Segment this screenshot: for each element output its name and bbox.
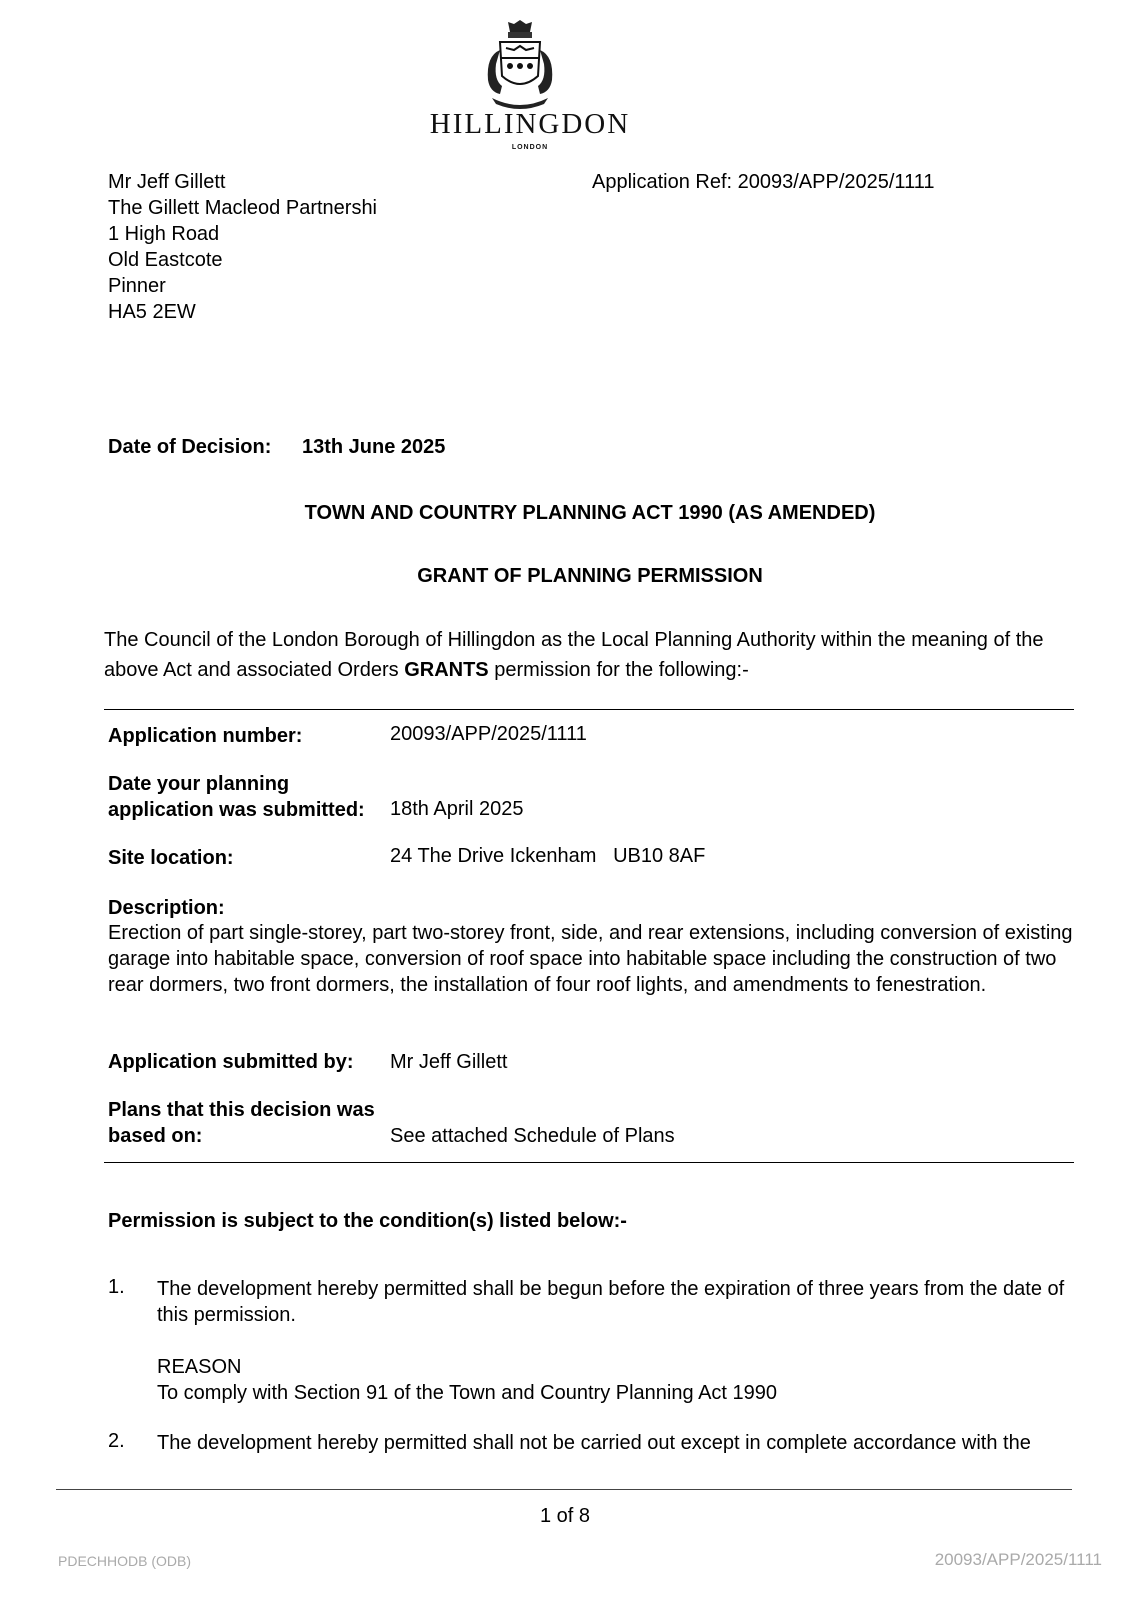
address-line: Old Eastcote xyxy=(108,249,223,271)
site-location-value: 24 The Drive Ickenham UB10 8AF xyxy=(390,845,706,867)
condition-number: 1. xyxy=(108,1276,125,1298)
plans-label xyxy=(108,1097,378,1149)
footer-divider xyxy=(56,1489,1072,1490)
intro-paragraph xyxy=(104,625,1064,685)
footer-system-code: PDECHHODB (ODB) xyxy=(58,1553,192,1569)
condition-reason-label: REASON xyxy=(157,1356,242,1378)
divider xyxy=(104,1162,1074,1163)
date-submitted-label xyxy=(108,771,378,823)
address-line: Mr Jeff Gillett xyxy=(108,171,226,193)
divider xyxy=(104,709,1074,710)
act-title: TOWN AND COUNTRY PLANNING ACT 1990 (AS AMENDED) xyxy=(304,502,876,524)
date-submitted-value: 18th April 2025 xyxy=(390,798,524,820)
plans-value: See attached Schedule of Plans xyxy=(390,1125,675,1147)
decision-date-value: 13th June 2025 xyxy=(302,436,446,458)
address-line: Pinner xyxy=(108,275,166,297)
intro-text: The Council of the London Borough of Hillingdon as the Local Planning Authority within the meaning of the above Act and associated Orders xyxy=(104,629,1044,681)
coat-of-arms-icon xyxy=(470,20,570,112)
footer-reference: 20093/APP/2025/1111 xyxy=(934,1550,1102,1569)
submitted-by-value: Mr Jeff Gillett xyxy=(390,1051,508,1073)
description-value: Erection of part single-storey, part two-storey front, side, and rear extensions, including conversion of existing garage into habitable space, conversion of roof space into habitable space including the construction of two rear dormers, two front dormers, the installation of four roof lights, and amendments to fenestration. xyxy=(108,922,1073,996)
decision-date-label: Date of Decision: xyxy=(108,436,272,458)
condition-number: 2. xyxy=(108,1430,125,1452)
address-line: 1 High Road xyxy=(108,223,220,245)
council-logo-wordmark: HILLINGDON xyxy=(429,108,631,140)
page-number: 1 of 8 xyxy=(539,1505,591,1527)
intro-grants: GRANTS xyxy=(404,659,489,681)
condition-reason: To comply with Section 91 of the Town and Country Planning Act 1990 xyxy=(157,1382,778,1404)
recipient-address xyxy=(108,169,377,325)
intro-text-end: permission for the following:- xyxy=(488,659,749,681)
grant-title: GRANT OF PLANNING PERMISSION xyxy=(417,565,763,587)
description-label: Description: xyxy=(108,897,225,919)
site-location-label: Site location: xyxy=(108,847,234,869)
plans-label-line: based on: xyxy=(108,1125,203,1147)
conditions-heading: Permission is subject to the condition(s) listed below:- xyxy=(108,1210,627,1232)
submitted-by-label: Application submitted by: xyxy=(108,1051,354,1073)
application-ref: Application Ref: 20093/APP/2025/1111 xyxy=(592,171,935,193)
app-number-value: 20093/APP/2025/1111 xyxy=(390,723,587,745)
address-line: HA5 2EW xyxy=(108,301,196,323)
condition-text: The development hereby permitted shall be begun before the expiration of three years from the date of this permission. xyxy=(157,1278,1065,1326)
address-line: The Gillett Macleod Partnershi xyxy=(108,197,378,219)
date-submitted-label-line: application was submitted: xyxy=(108,799,365,821)
date-submitted-label-line: Date your planning xyxy=(108,773,290,795)
condition-text: The development hereby permitted shall not be carried out except in complete accordance with the xyxy=(157,1432,1031,1454)
council-logo-subtext: LONDON xyxy=(511,144,549,151)
app-number-label: Application number: xyxy=(108,725,303,747)
plans-label-line: Plans that this decision was xyxy=(108,1099,375,1121)
